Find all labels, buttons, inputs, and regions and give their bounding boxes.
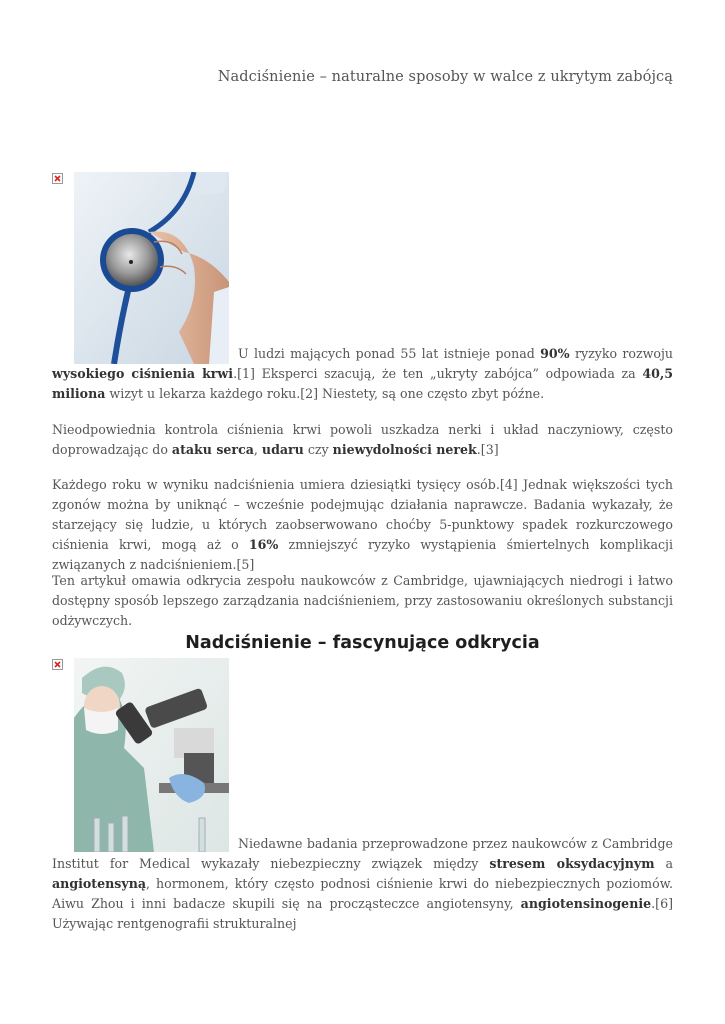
paragraph-kidney: Nieodpowiednia kontrola ciśnienia krwi powoli uszkadza nerki i układ naczyniowy, często doprowadzając do ataku serca, udaru czy niewydolności nerek.[3]: [52, 422, 673, 457]
laboratory-image: [74, 658, 229, 852]
broken-image-icon: [52, 173, 63, 184]
page-title: Nadciśnienie – naturalne sposoby w walce z ukrytym zabójcą: [217, 69, 673, 85]
paragraph-intro: U ludzi mających ponad 55 lat istnieje ponad 90% ryzyko rozwoju wysokiego ciśnienia krwi.[1] Eksperci szacują, że ten „ukryty zabójca” odpowiada za 40,5 miliona wizyt u lekarza każdego roku.[2] Niestety, są one często zbyt późne.: [52, 346, 673, 401]
broken-image-icon: [52, 659, 63, 670]
paragraph-research: Niedawne badania przeprowadzone przez naukowców z Cambridge Institut for Medical wykazały niebezpieczny związek między stresem oksydacyjnym a angiotensyną, hormonem, który często podnosi ciśnienie krwi do niebezpiecznych poziomów. Aiwu Zhou i inni badacze skupili się na procząsteczce angiotensyny, angiotensinogenie.[6] Używając rentgenografii strukturalnej: [52, 836, 673, 931]
paragraph-cambridge: Ten artykuł omawia odkrycia zespołu naukowców z Cambridge, ujawniających niedrogi i łatwo dostępny sposób lepszego zarządzania nadciśnieniem, przy zastosowaniu określonych substancji odżywczych.: [52, 573, 673, 628]
section-heading: Nadciśnienie – fascynujące odkrycia: [185, 633, 540, 653]
stethoscope-image: [74, 172, 229, 364]
paragraph-deaths: Każdego roku w wyniku nadciśnienia umiera dziesiątki tysięcy osób.[4] Jednak większości tych zgonów można by uniknąć – wcześnie podejmując działania naprawcze. Badania wykazały, że starzejący się ludzie, u których zaobserwowano choćby 5-punktowy spadek rozkurczowego ciśnienia krwi, mogą aż o 16% zmniejszyć ryzyko wystąpienia śmiertelnych komplikacji związanych z nadciśnieniem.[5]: [52, 477, 673, 572]
